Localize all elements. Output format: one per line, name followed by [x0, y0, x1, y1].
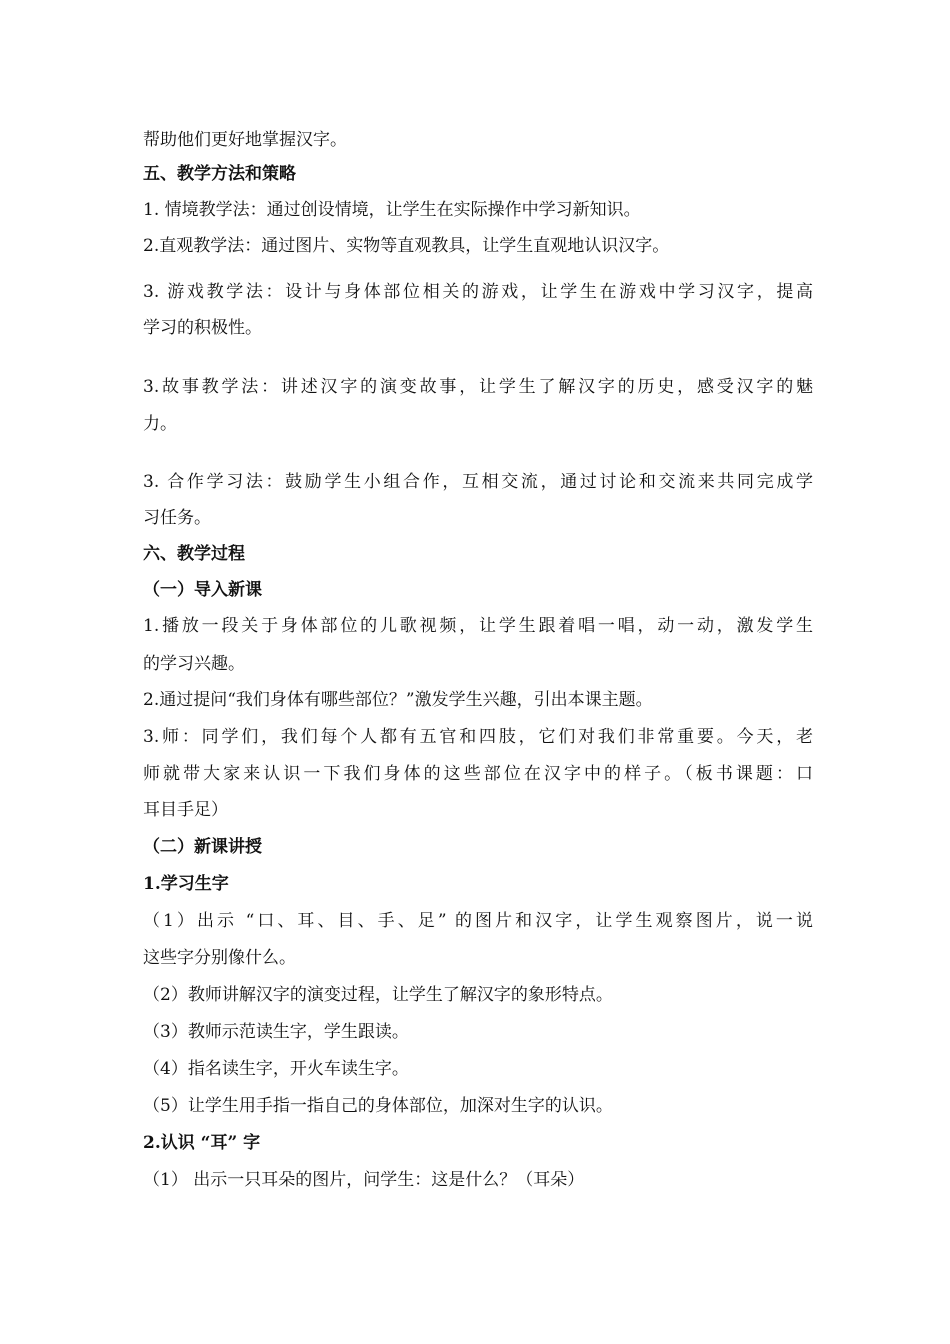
- text-line: 3. 游戏教学法：设计与身体部位相关的游戏，让学生在游戏中学习汉字，提高: [143, 282, 813, 302]
- text-line: 1. 情境教学法：通过创设情境，让学生在实际操作中学习新知识。: [143, 200, 641, 220]
- text-line: （5）让学生用手指一指自己的身体部位，加深对生字的认识。: [143, 1096, 613, 1116]
- text-line: 师就带大家来认识一下我们身体的这些部位在汉字中的样子。（板书课题：口: [143, 764, 813, 784]
- item-heading: 1.学习生字: [143, 874, 229, 894]
- text-line: 3. 合作学习法：鼓励学生小组合作，互相交流，通过讨论和交流来共同完成学: [143, 472, 813, 492]
- text-line: 力。: [143, 414, 177, 434]
- subsection-heading: （二）新课讲授: [143, 837, 262, 857]
- text-line: 2.通过提问“我们身体有哪些部位？”激发学生兴趣，引出本课主题。: [143, 690, 653, 710]
- text-line: 学习的积极性。: [143, 318, 262, 338]
- text-line: 3.师：同学们，我们每个人都有五官和四肢，它们对我们非常重要。今天，老: [143, 727, 813, 747]
- text-line: 2.直观教学法：通过图片、实物等直观教具，让学生直观地认识汉字。: [143, 236, 670, 256]
- section-heading: 五、教学方法和策略: [143, 164, 296, 184]
- text-line: 这些字分别像什么。: [143, 948, 296, 968]
- text-line: 习任务。: [143, 508, 211, 528]
- section-heading: 六、教学过程: [143, 544, 245, 564]
- text-line: （4）指名读生字，开火车读生字。: [143, 1059, 409, 1079]
- text-line: （3）教师示范读生字，学生跟读。: [143, 1022, 409, 1042]
- text-line: 帮助他们更好地掌握汉字。: [143, 130, 347, 150]
- text-line: （2）教师讲解汉字的演变过程，让学生了解汉字的象形特点。: [143, 985, 613, 1005]
- text-line: 的学习兴趣。: [143, 654, 245, 674]
- text-line: 耳目手足）: [143, 800, 228, 820]
- text-line: 3.故事教学法：讲述汉字的演变故事，让学生了解汉字的历史，感受汉字的魅: [143, 377, 813, 397]
- text-line: （1）出示 “口、耳、目、手、足” 的图片和汉字，让学生观察图片，说一说: [143, 911, 813, 931]
- text-line: （1） 出示一只耳朵的图片，问学生：这是什么？（耳朵）: [143, 1170, 585, 1190]
- item-heading: 2.认识 “耳” 字: [143, 1133, 261, 1153]
- subsection-heading: （一）导入新课: [143, 580, 262, 600]
- text-line: 1.播放一段关于身体部位的儿歌视频，让学生跟着唱一唱，动一动，激发学生: [143, 616, 813, 636]
